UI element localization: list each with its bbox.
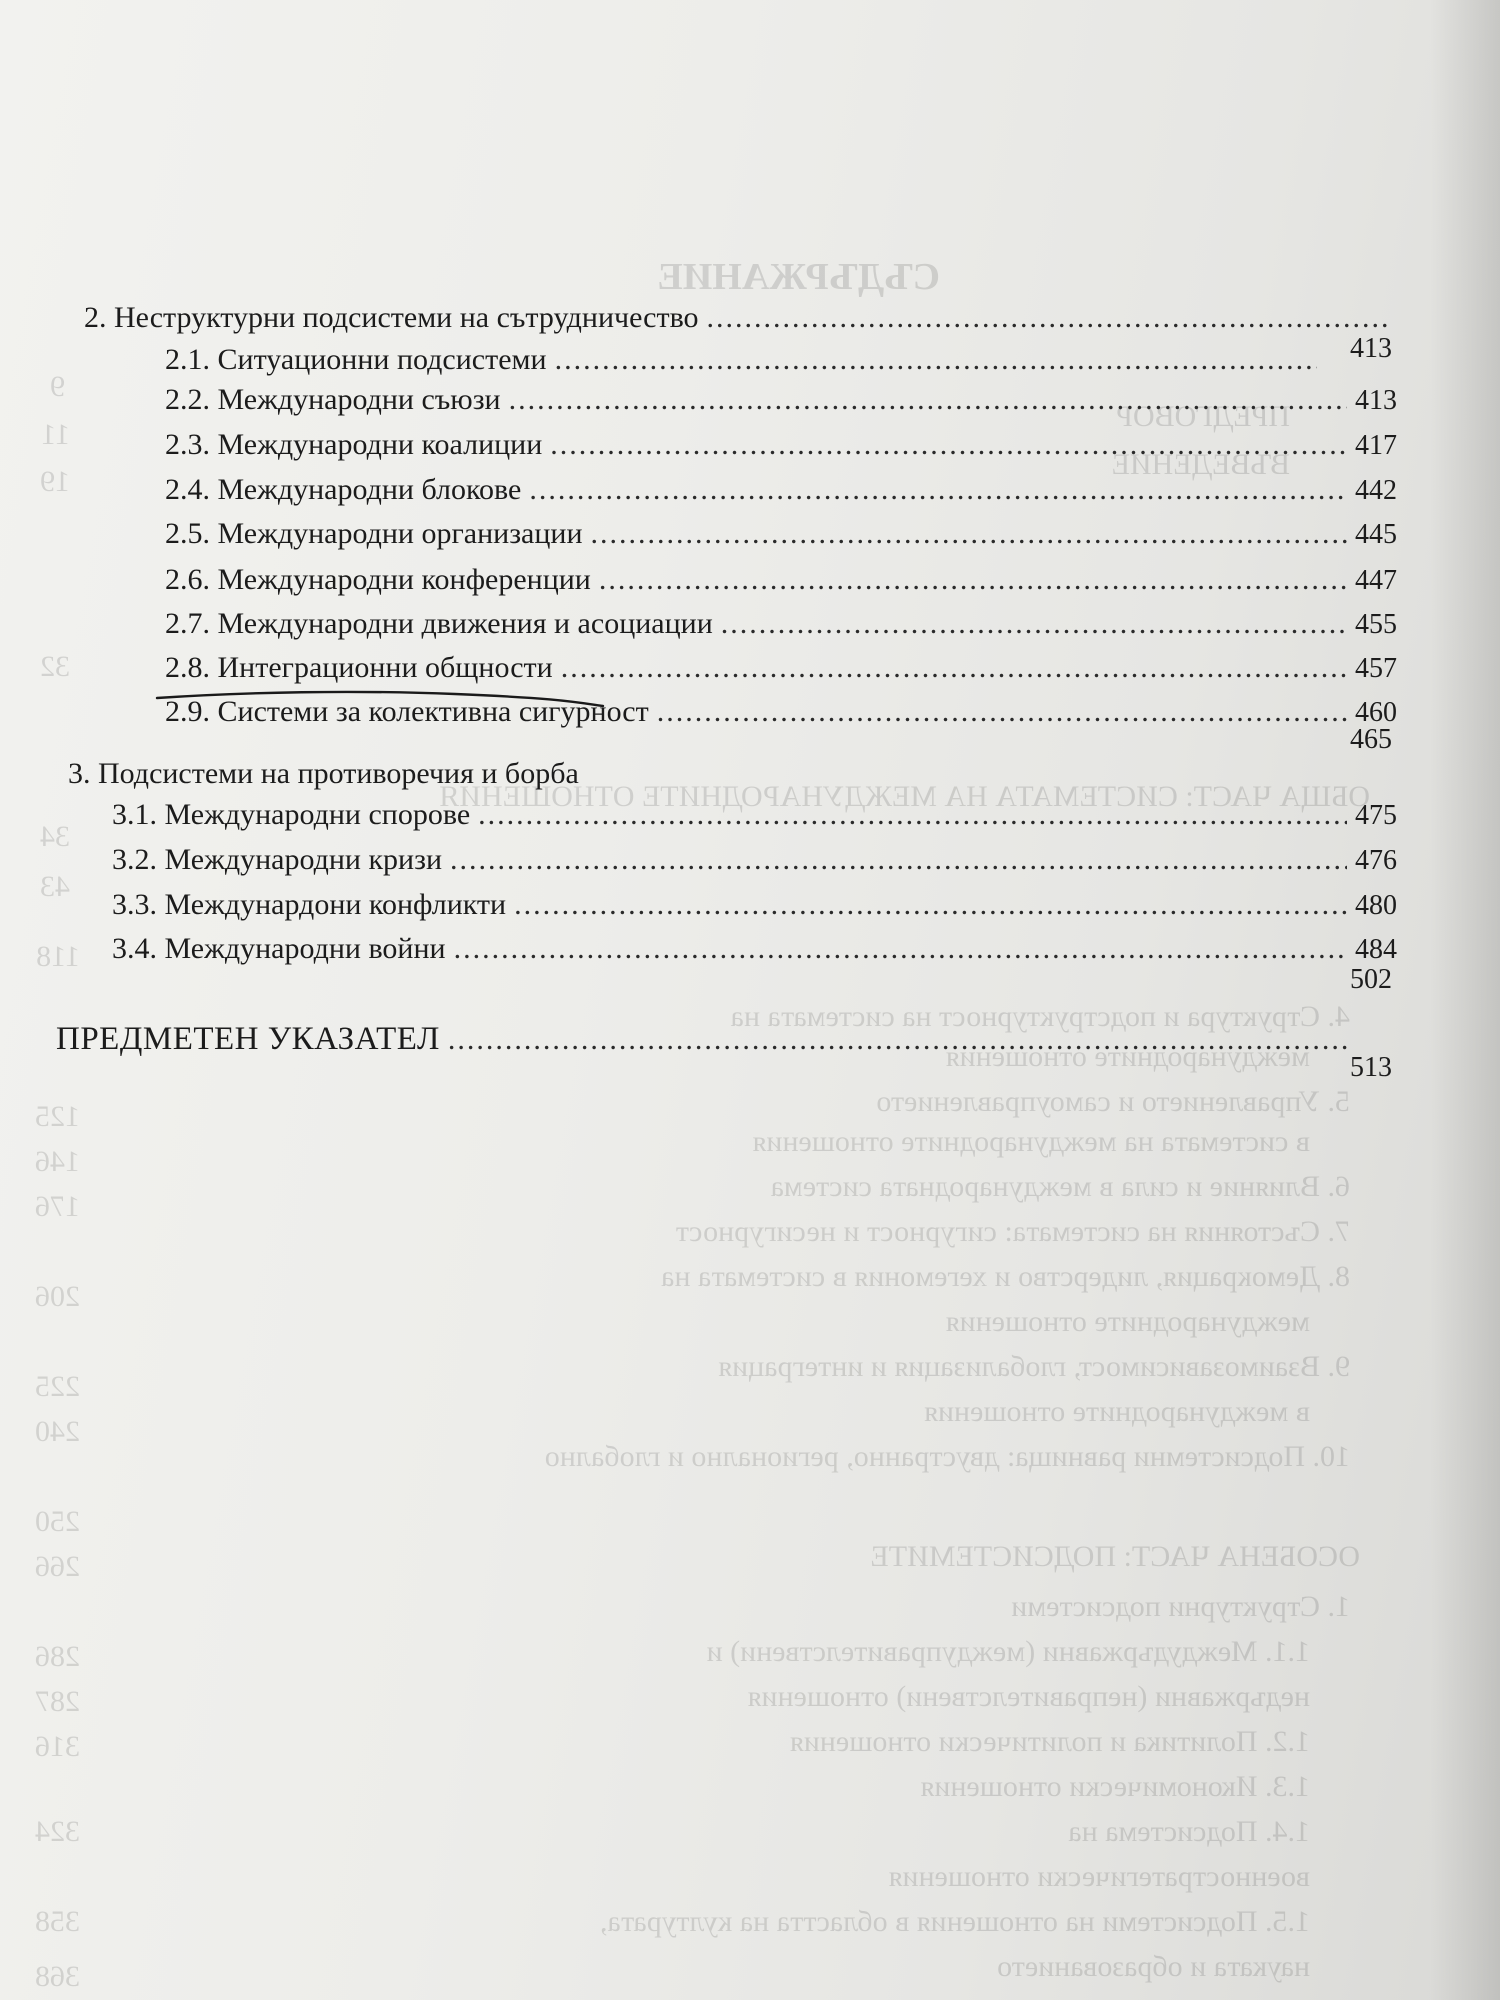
toc-entry-label: 2.8. Интеграционни общности — [165, 651, 553, 684]
toc-entry-label: 3.2. Международни кризи — [112, 843, 442, 876]
toc-page-number: 455 — [1355, 609, 1397, 640]
bleed-number: 125 — [35, 1100, 80, 1133]
toc-page-number: 475 — [1355, 800, 1397, 831]
toc-entry-label: 2. Неструктурни подсистеми на сътрудничество — [84, 301, 699, 334]
bleed-number: 19 — [40, 465, 70, 498]
bleed-number: 225 — [35, 1370, 80, 1403]
bleed-line: 6. Влияние и сила в международната система — [770, 1170, 1350, 1203]
bleed-line: 1.2. Политика и политически отношения — [790, 1725, 1310, 1758]
toc-entry-2-2 — [165, 380, 1397, 421]
bleed-number: 34 — [40, 820, 70, 853]
bleed-line: в международните отношения — [924, 1395, 1310, 1428]
bleed-line: международните отношения — [945, 1305, 1310, 1338]
toc-entry-3-2 — [112, 840, 1397, 881]
bleed-line: 1.3. Икономически отношения — [920, 1770, 1310, 1803]
bleed-number: 250 — [35, 1505, 80, 1538]
toc-leader-dots — [478, 795, 1347, 835]
toc-leader-dots — [550, 425, 1347, 465]
bleed-line: ВЪВЕДЕНИЕ — [1111, 448, 1290, 481]
bleed-line: 10. Подсистемни равнища: двустранно, регионално и глобално — [544, 1440, 1350, 1473]
bleed-number: 206 — [35, 1280, 80, 1313]
toc-page-number: 445 — [1355, 519, 1397, 550]
toc-subject-index — [56, 1019, 1356, 1060]
bleed-number: 240 — [35, 1415, 80, 1448]
toc-entry-2-5 — [165, 514, 1397, 555]
toc-page-number: 465 — [1350, 724, 1392, 755]
toc-page-number: 460 — [1355, 697, 1397, 728]
bleed-line: 7. Състояния на системата: сигурност и несигурност — [675, 1215, 1350, 1248]
toc-leader-dots — [599, 560, 1347, 600]
toc-leader-dots — [657, 692, 1347, 732]
toc-page-number: 480 — [1355, 890, 1397, 921]
toc-page-number: 447 — [1355, 565, 1397, 596]
bleed-line: 1. Структурни подсистеми — [1011, 1590, 1350, 1623]
toc-entry-3-3 — [112, 885, 1397, 926]
bleed-number: 266 — [35, 1550, 80, 1583]
toc-leader-dots — [555, 340, 1317, 380]
toc-page-number: 484 — [1355, 934, 1397, 965]
toc-leader-dots — [454, 929, 1347, 969]
bleed-line: ОБЩА ЧАСТ: СИСТЕМАТА НА МЕЖДУНАРОДНИТЕ ОТНОШЕНИЯ — [439, 780, 1370, 813]
toc-section-3 — [68, 754, 1300, 794]
toc-page-number: 457 — [1355, 653, 1397, 684]
toc-entry-2-8 — [165, 648, 1397, 689]
toc-entry-label: 3. Подсистеми на противоречия и борба — [68, 757, 579, 790]
toc-entry-label: 2.1. Ситуационни подсистеми — [165, 343, 547, 376]
toc-entry-2-9 — [165, 692, 1397, 733]
bleed-number: 324 — [35, 1815, 80, 1848]
toc-leader-dots — [561, 648, 1347, 688]
toc-entry-label: 3.1. Международни спорове — [112, 798, 471, 831]
bleed-number: 368 — [35, 1960, 80, 1993]
toc-entry-label: 3.4. Международни войни — [112, 932, 446, 965]
bleed-number: 316 — [35, 1730, 80, 1763]
toc-entry-label: 2.7. Международни движения и асоциации — [165, 607, 713, 640]
bleed-number: 32 — [40, 650, 70, 683]
bleed-number: 43 — [40, 870, 70, 903]
toc-leader-dots — [529, 470, 1347, 510]
bleed-number: 11 — [41, 418, 70, 451]
toc-leader-dots — [707, 298, 1388, 338]
bleed-line: ПРЕДГОВОР — [1116, 400, 1290, 433]
toc-entry-label: 2.9. Системи за колективна сигурност — [165, 695, 649, 728]
toc-leader-dots — [591, 514, 1347, 554]
toc-entry-2-6 — [165, 560, 1397, 601]
toc-entry-label: 2.5. Международни организации — [165, 517, 583, 550]
toc-leader-dots — [721, 604, 1347, 644]
bleed-number: 176 — [35, 1190, 80, 1223]
bleed-line: 8. Демокрация, лидерство и хегемония в системата на — [661, 1260, 1350, 1293]
bleed-number: 146 — [35, 1145, 80, 1178]
bleed-number: 9 — [50, 370, 65, 403]
bleed-line: науката и образованието — [997, 1950, 1310, 1983]
toc-entry-label: 3.3. Междунардони конфликти — [112, 888, 507, 921]
toc-entry-3-4 — [112, 929, 1397, 970]
toc-entry-label: 2.4. Международни блокове — [165, 473, 522, 506]
bleed-line: ОСОБЕНА ЧАСТ: ПОДСИСТЕМИТЕ — [870, 1540, 1360, 1573]
toc-leader-dots — [448, 1020, 1348, 1060]
bleed-line: военностратегически отношения — [888, 1860, 1310, 1893]
toc-section-2 — [84, 298, 1396, 338]
bleed-number: 118 — [36, 940, 80, 973]
bleed-line: 1.4. Подсистема на — [1068, 1815, 1310, 1848]
bleed-line: недържавни (неправителствени) отношения — [747, 1680, 1310, 1713]
toc-leader-dots — [514, 885, 1347, 925]
toc-entry-label: 2.6. Международни конференции — [165, 563, 591, 596]
toc-page-number: 442 — [1355, 475, 1397, 506]
toc-entry-label: 2.3. Международни коалиции — [165, 428, 543, 461]
toc-page-number: 476 — [1355, 845, 1397, 876]
toc-page-number: 502 — [1350, 964, 1392, 995]
toc-entry-2-3 — [165, 425, 1397, 466]
toc-entry-label: 2.2. Международни съюзи — [165, 383, 501, 416]
toc-page-number: 417 — [1355, 430, 1397, 461]
bleed-line: СЪДЪРЖАНИЕ — [657, 256, 940, 298]
bleed-number: 286 — [35, 1640, 80, 1673]
toc-entry-2-4 — [165, 470, 1397, 511]
toc-entry-3-1 — [112, 795, 1397, 836]
bleed-line: 1.5. Подсистеми на отношения в областта на културата, — [599, 1905, 1310, 1938]
bleed-number: 287 — [35, 1685, 80, 1718]
bleed-line: в системата на международните отношения — [752, 1125, 1310, 1158]
toc-leader-dots — [509, 380, 1347, 420]
toc-entry-2-1 — [165, 340, 1325, 380]
bleed-line: 1.1. Междудържавни (междуправителствени) и — [706, 1635, 1310, 1668]
toc-entry-label: ПРЕДМЕТЕН УКАЗАТЕЛ — [56, 1021, 440, 1057]
bleed-number: 358 — [35, 1905, 80, 1938]
toc-page-number: 513 — [1350, 1052, 1392, 1083]
toc-page-number: 413 — [1350, 333, 1392, 364]
bleed-line: международните отношения — [945, 1040, 1310, 1073]
toc-leader-dots — [450, 840, 1347, 880]
bleed-line: 5. Управлението и самоуправлението — [876, 1085, 1350, 1118]
bleed-line: 4. Структура и подструктурност на системата на — [730, 1000, 1350, 1033]
toc-entry-2-7 — [165, 604, 1397, 645]
bleed-line: 9. Взаимозависимост, глобализация и интеграция — [718, 1350, 1350, 1383]
toc-page-number: 413 — [1355, 385, 1397, 416]
